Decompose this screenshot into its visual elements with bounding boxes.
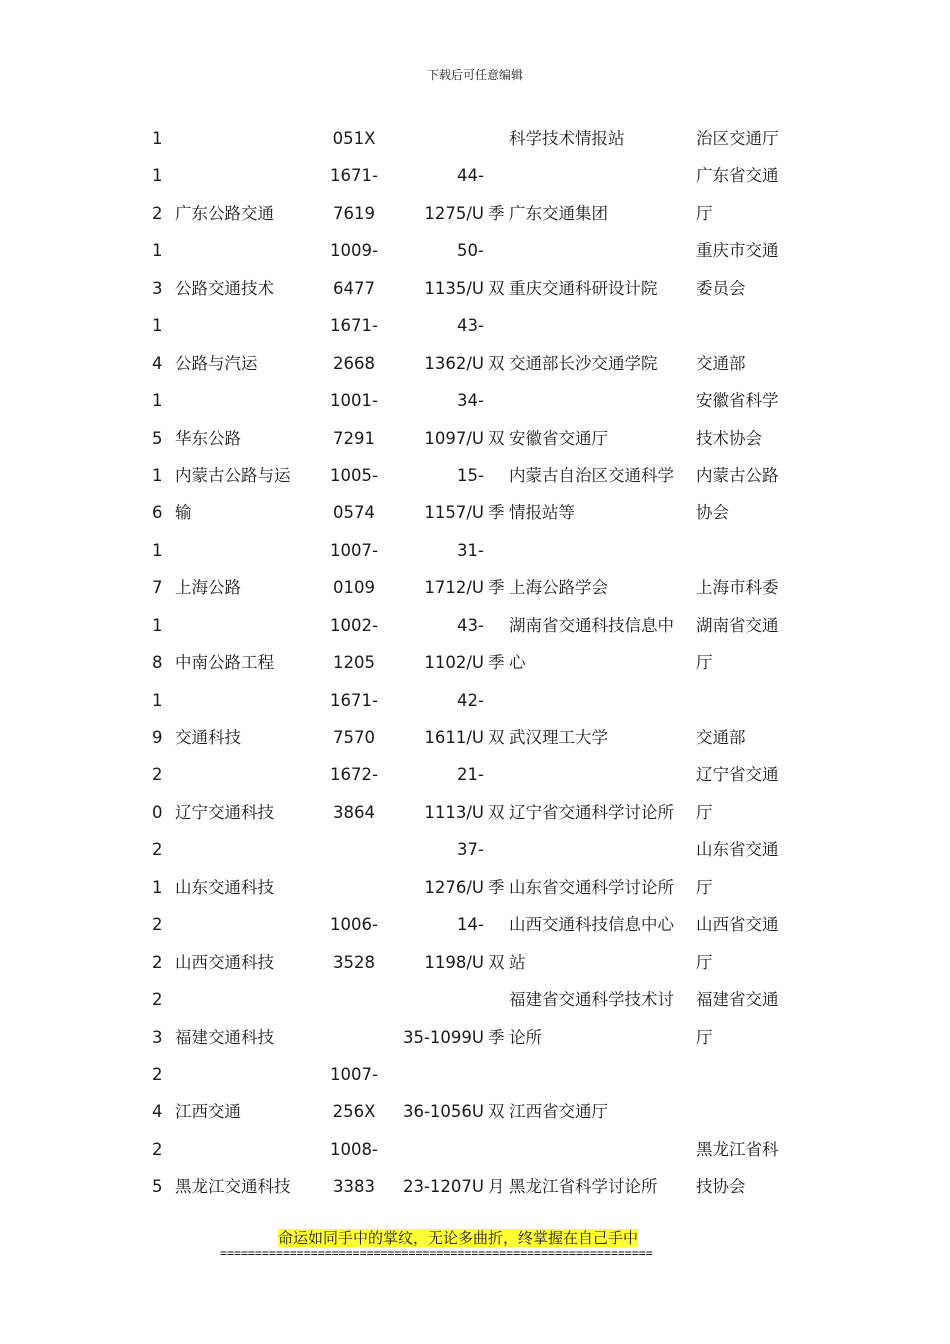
frequency: 季: [488, 653, 505, 673]
cn-number: 23-1207U: [402, 1177, 484, 1197]
supervisor: 交通部: [696, 353, 746, 373]
journal-name: 公路与汽运: [175, 353, 258, 373]
cn-number: 1275/U: [424, 203, 484, 223]
row-number: 2: [152, 1064, 163, 1084]
journal-name: 黑龙江交通科技: [175, 1177, 291, 1197]
supervisor: 厅: [696, 203, 713, 223]
row-number: 1: [152, 615, 163, 635]
frequency: 季: [488, 578, 505, 598]
table-row: [0, 1056, 950, 1093]
supervisor: 协会: [696, 503, 729, 523]
row-number: 6: [152, 503, 163, 523]
cn-number: 21-: [457, 765, 484, 785]
issn: 1671-: [330, 690, 378, 710]
frequency: 双: [488, 278, 505, 298]
table-row: [0, 794, 950, 831]
cn-number: 35-1099U: [402, 1027, 484, 1047]
supervisor: 重庆市交通: [696, 241, 779, 261]
supervisor: 厅: [696, 877, 713, 897]
issn: 1002-: [330, 615, 378, 635]
organizer: 交通部长沙交通学院: [509, 353, 658, 373]
table-row: [0, 494, 950, 531]
table-row: [0, 906, 950, 943]
row-number: 7: [152, 578, 163, 598]
issn: 6477: [333, 278, 375, 298]
organizer: 武汉理工大学: [509, 728, 608, 747]
supervisor: 技术协会: [696, 428, 762, 448]
row-number: 1: [152, 316, 163, 336]
organizer: 广东交通集团: [509, 203, 608, 223]
supervisor: 厅: [696, 952, 713, 972]
table-row: [0, 1019, 950, 1056]
organizer: 湖南省交通科技信息中: [509, 615, 674, 635]
table-row: [0, 756, 950, 793]
cn-number: 36-1056U: [402, 1102, 484, 1122]
cn-number: 43-: [457, 615, 484, 635]
table-row: [0, 607, 950, 644]
table-row: [0, 869, 950, 906]
organizer: 站: [509, 952, 526, 972]
journal-name: 公路交通技术: [175, 278, 274, 298]
journal-name: 上海公路: [175, 578, 241, 598]
table-row: [0, 682, 950, 719]
supervisor: 内蒙古公路: [696, 465, 779, 485]
issn: 2668: [333, 353, 375, 373]
row-number: 1: [152, 540, 163, 560]
organizer: 山东省交通科学讨论所: [509, 877, 674, 897]
row-number: 1: [152, 877, 163, 897]
cn-number: 14-: [457, 915, 484, 935]
table-row: [0, 1093, 950, 1130]
organizer: 辽宁省交通科学讨论所: [509, 802, 674, 822]
table-row: [0, 569, 950, 606]
supervisor: 山西省交通: [696, 915, 779, 935]
supervisor: 厅: [696, 1027, 713, 1047]
row-number: 3: [152, 278, 163, 298]
table-row: [0, 981, 950, 1018]
table-row: [0, 157, 950, 194]
issn: 7291: [333, 428, 375, 448]
supervisor: 交通部: [696, 728, 746, 747]
journal-table: [0, 120, 950, 1206]
row-number: 5: [152, 428, 163, 448]
footer-rule: ==============================================================: [220, 1246, 653, 1260]
cn-number: 1102/U: [424, 653, 484, 673]
organizer: 科学技术情报站: [509, 129, 625, 148]
issn: 1007-: [330, 540, 378, 560]
table-row: [0, 232, 950, 269]
row-number: 5: [152, 1177, 163, 1197]
table-row: [0, 270, 950, 307]
cn-number: 31-: [457, 540, 484, 560]
row-number: 0: [152, 802, 163, 822]
supervisor: 委员会: [696, 278, 746, 298]
cn-number: 1276/U: [424, 877, 484, 897]
journal-name: 交通科技: [175, 728, 241, 747]
organizer: 心: [509, 653, 526, 673]
row-number: 1: [152, 391, 163, 411]
cn-number: 44-: [457, 166, 484, 186]
cn-number: 1097/U: [424, 428, 484, 448]
frequency: 季: [488, 877, 505, 897]
row-number: 2: [152, 990, 163, 1010]
issn: 1205: [333, 653, 375, 673]
row-number: 1: [152, 690, 163, 710]
frequency: 双: [488, 952, 505, 972]
table-row: [0, 382, 950, 419]
supervisor: 安徽省科学: [696, 391, 779, 411]
row-number: 2: [152, 203, 163, 223]
issn: 1001-: [330, 391, 378, 411]
journal-name: 输: [175, 503, 192, 523]
organizer: 重庆交通科研设计院: [509, 278, 658, 298]
table-row: [0, 719, 950, 756]
issn: 7619: [333, 203, 375, 223]
row-number: 4: [152, 1102, 163, 1122]
issn: 1006-: [330, 915, 378, 935]
cn-number: 37-: [457, 840, 484, 860]
cn-number: 34-: [457, 391, 484, 411]
issn: 1005-: [330, 465, 378, 485]
cn-number: 1198/U: [424, 952, 484, 972]
issn: 1671-: [330, 166, 378, 186]
frequency: 双: [488, 353, 505, 373]
supervisor: 辽宁省交通: [696, 765, 779, 785]
cn-number: 1135/U: [424, 278, 484, 298]
table-row: [0, 644, 950, 681]
row-number: 1: [152, 166, 163, 186]
frequency: 双: [488, 1102, 505, 1122]
footer-motto: 命运如同手中的掌纹，无论多曲折，终掌握在自己手中: [278, 1229, 639, 1247]
row-number: 9: [152, 728, 163, 747]
organizer: 山西交通科技信息中心: [509, 915, 674, 935]
journal-name: 山西交通科技: [175, 952, 274, 972]
issn: 1008-: [330, 1139, 378, 1159]
supervisor: 福建省交通: [696, 990, 779, 1010]
cn-number: 1113/U: [424, 802, 484, 822]
issn: 7570: [333, 728, 375, 747]
issn: 3383: [333, 1177, 375, 1197]
supervisor: 山东省交通: [696, 840, 779, 860]
organizer: 论所: [509, 1027, 542, 1047]
organizer: 安徽省交通厅: [509, 428, 608, 448]
journal-name: 福建交通科技: [175, 1027, 274, 1047]
issn: 051X: [332, 129, 376, 148]
row-number: 2: [152, 840, 163, 860]
frequency: 双: [488, 802, 505, 822]
journal-name: 辽宁交通科技: [175, 802, 274, 822]
supervisor: 广东省交通: [696, 166, 779, 186]
frequency: 月: [488, 1177, 505, 1197]
row-number: 4: [152, 353, 163, 373]
table-row: [0, 120, 950, 157]
table-row: [0, 1168, 950, 1205]
frequency: 双: [488, 728, 505, 747]
table-row: [0, 532, 950, 569]
issn: 3528: [333, 952, 375, 972]
journal-name: 内蒙古公路与运: [175, 465, 291, 485]
row-number: 2: [152, 1139, 163, 1159]
supervisor: 湖南省交通: [696, 615, 779, 635]
issn: 1007-: [330, 1064, 378, 1084]
journal-name: 广东公路交通: [175, 203, 274, 223]
row-number: 1: [152, 465, 163, 485]
table-row: [0, 345, 950, 382]
issn: 256X: [332, 1102, 376, 1122]
supervisor: 治区交通厅: [696, 129, 779, 148]
table-row: [0, 1131, 950, 1168]
issn: 1672-: [330, 765, 378, 785]
journal-name: 中南公路工程: [175, 653, 274, 673]
frequency: 双: [488, 428, 505, 448]
cn-number: 42-: [457, 690, 484, 710]
organizer: 江西省交通厅: [509, 1102, 608, 1122]
table-row: [0, 831, 950, 868]
issn: 1671-: [330, 316, 378, 336]
organizer: 情报站等: [509, 503, 575, 523]
issn: 0574: [333, 503, 375, 523]
journal-name: 华东公路: [175, 428, 241, 448]
row-number: 1: [152, 241, 163, 261]
journal-name: 山东交通科技: [175, 877, 274, 897]
organizer: 内蒙古自治区交通科学: [509, 465, 674, 485]
organizer: 黑龙江省科学讨论所: [509, 1177, 658, 1197]
row-number: 2: [152, 952, 163, 972]
supervisor: 上海市科委: [696, 578, 779, 598]
frequency: 季: [488, 503, 505, 523]
organizer: 上海公路学会: [509, 578, 608, 598]
supervisor: 黑龙江省科: [696, 1139, 779, 1159]
table-row: [0, 944, 950, 981]
issn: 0109: [333, 578, 375, 598]
row-number: 2: [152, 915, 163, 935]
cn-number: 50-: [457, 241, 484, 261]
journal-name: 江西交通: [175, 1102, 241, 1122]
row-number: 1: [152, 129, 163, 148]
supervisor: 技协会: [696, 1177, 746, 1197]
cn-number: 43-: [457, 316, 484, 336]
row-number: 3: [152, 1027, 163, 1047]
cn-number: 1712/U: [424, 578, 484, 598]
frequency: 季: [488, 1027, 505, 1047]
supervisor: 厅: [696, 802, 713, 822]
table-row: [0, 195, 950, 232]
table-row: [0, 457, 950, 494]
issn: 3864: [333, 802, 375, 822]
organizer: 福建省交通科学技术讨: [509, 990, 674, 1010]
cn-number: 1611/U: [424, 728, 484, 747]
supervisor: 厅: [696, 653, 713, 673]
page-header: 下载后可任意编辑: [426, 68, 523, 82]
cn-number: 1362/U: [424, 353, 484, 373]
cn-number: 15-: [457, 465, 484, 485]
row-number: 2: [152, 765, 163, 785]
table-row: [0, 307, 950, 344]
issn: 1009-: [330, 241, 378, 261]
cn-number: 1157/U: [424, 503, 484, 523]
row-number: 8: [152, 653, 163, 673]
table-row: [0, 420, 950, 457]
frequency: 季: [488, 203, 505, 223]
